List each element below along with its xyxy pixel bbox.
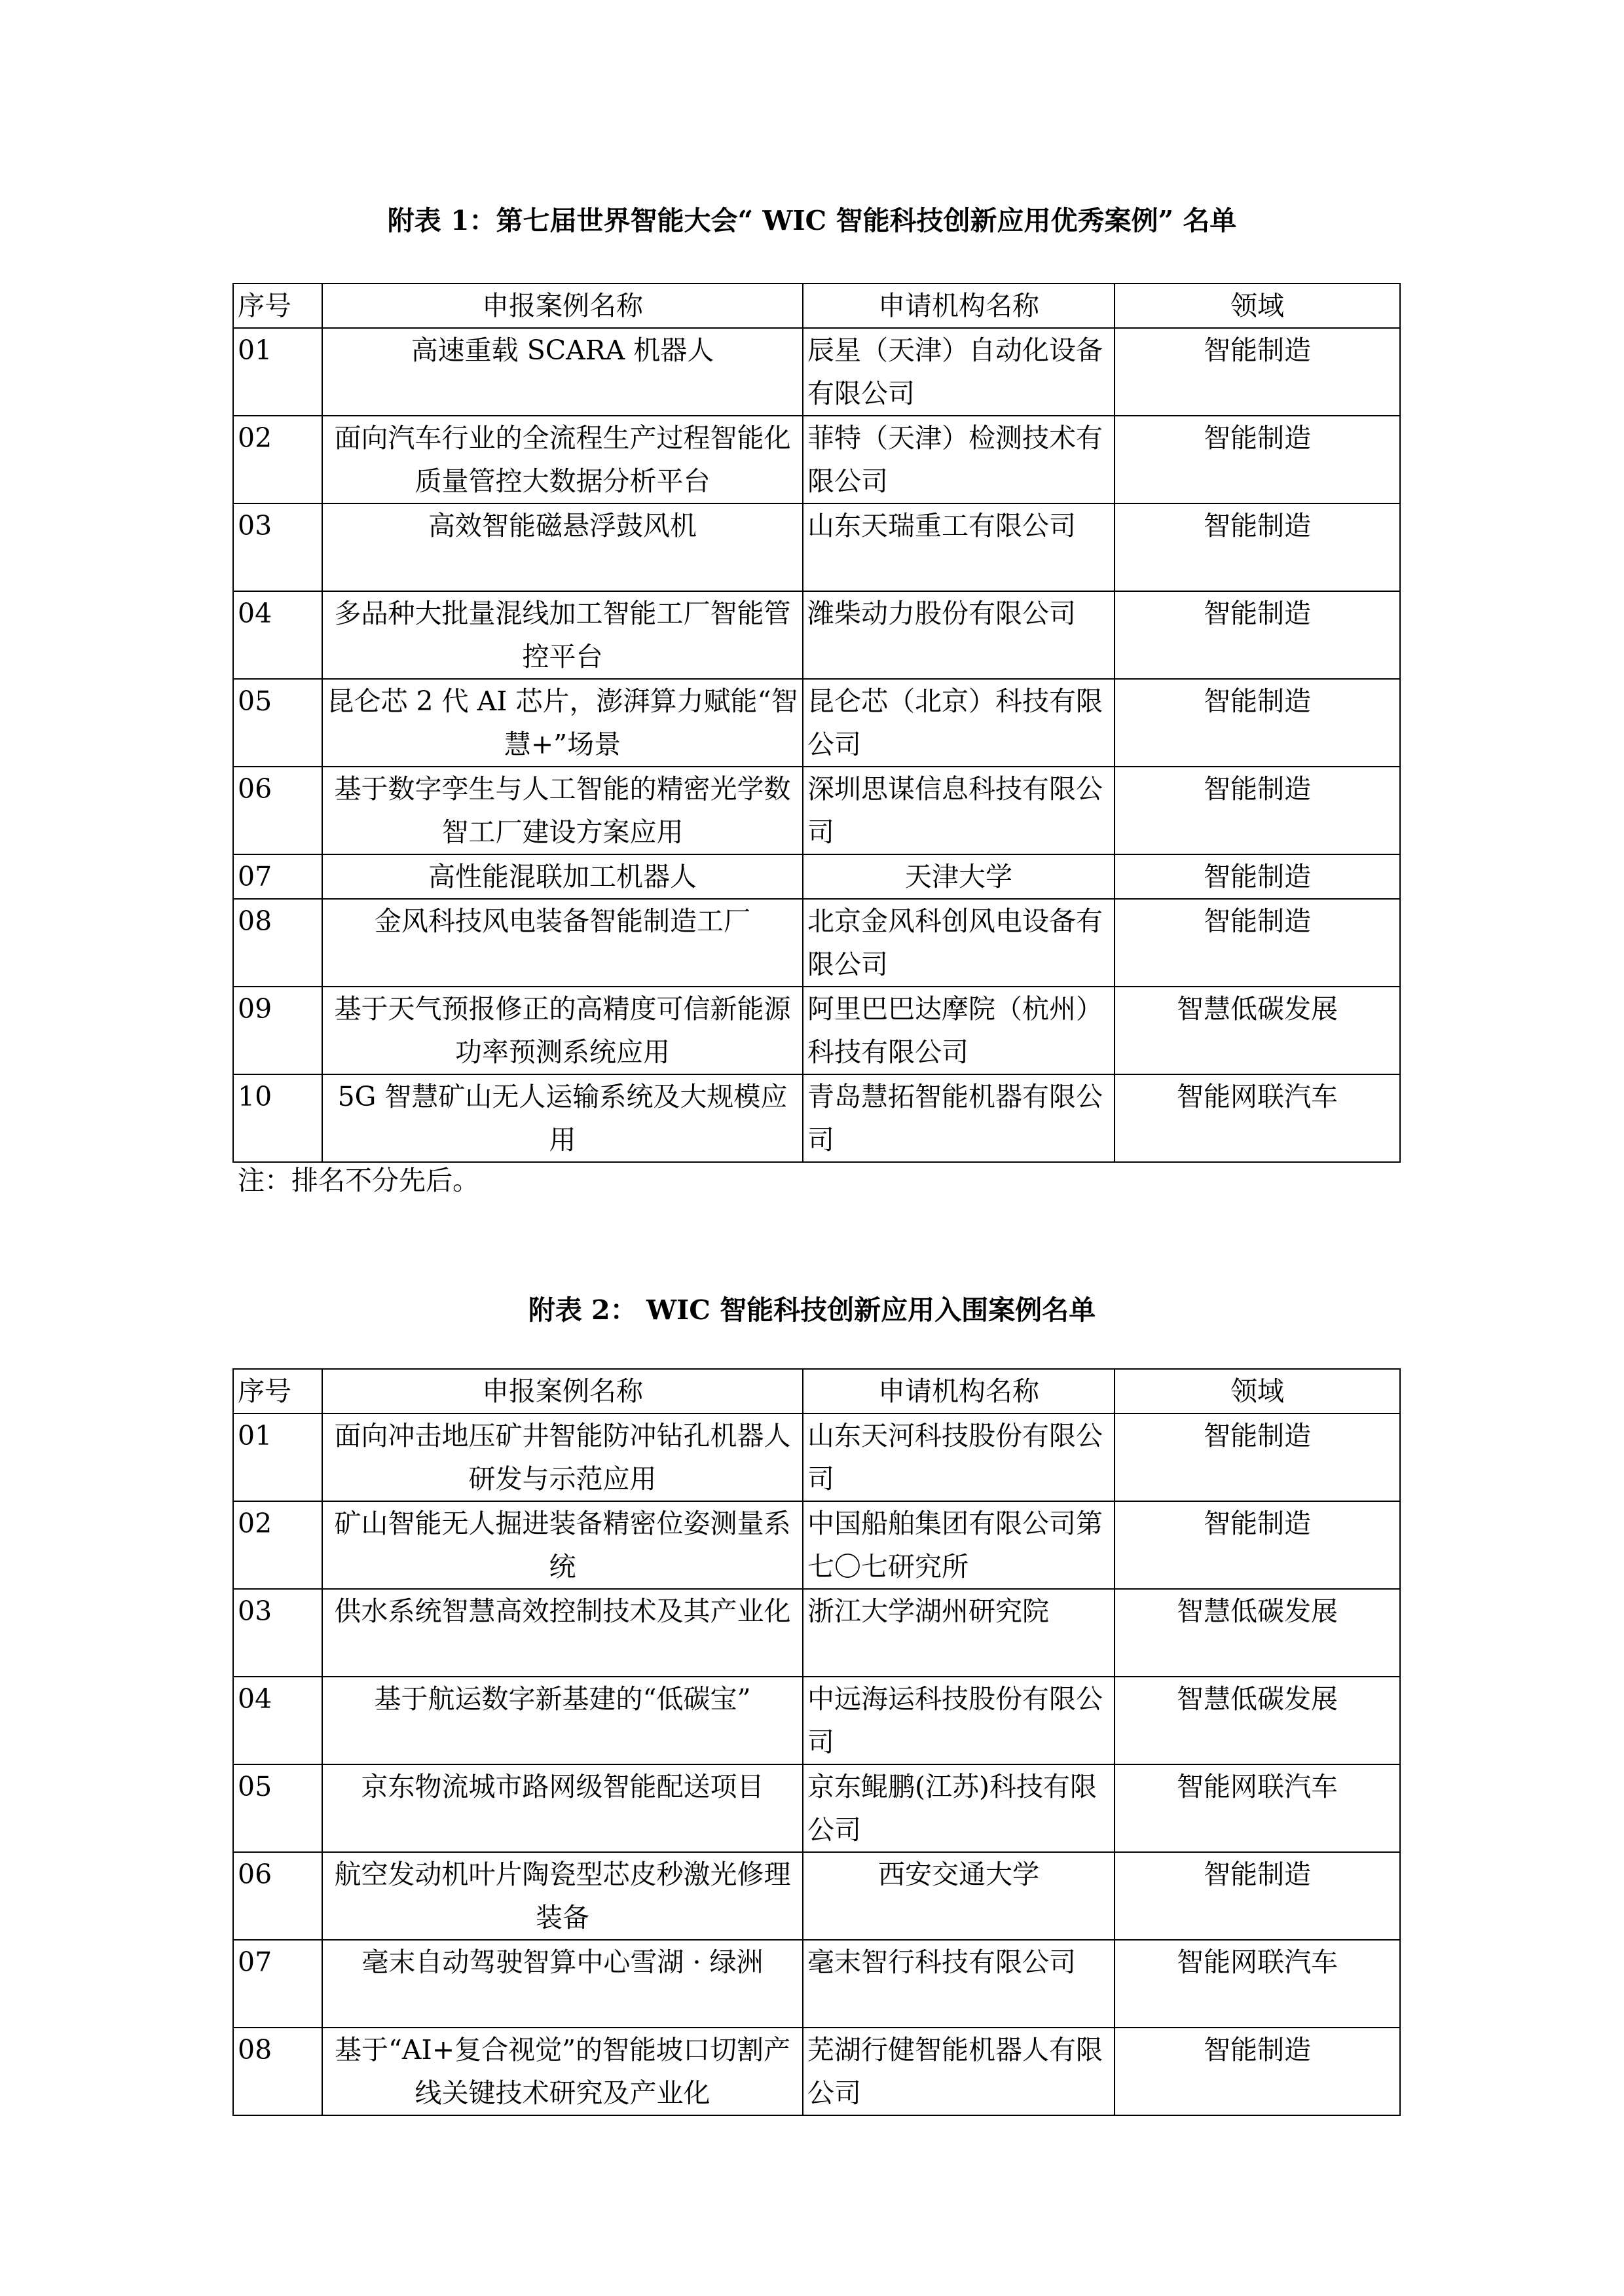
- table-row: [233, 679, 1400, 767]
- table-row: [233, 1074, 1400, 1162]
- row-no: 04: [233, 591, 322, 679]
- row-case-name: 高效智能磁悬浮鼓风机: [322, 503, 803, 591]
- row-case-name: 面向冲击地压矿井智能防冲钻孔机器人研发与示范应用: [322, 1413, 803, 1501]
- row-field: 智能制造: [1115, 591, 1400, 679]
- table1: [232, 283, 1401, 1163]
- row-no: 02: [233, 1501, 322, 1589]
- row-org-name: 昆仑芯（北京）科技有限公司: [803, 679, 1115, 767]
- table-row: [233, 899, 1400, 987]
- row-case-name: 基于航运数字新基建的“低碳宝”: [322, 1677, 803, 1764]
- header-org-name: 申请机构名称: [803, 1369, 1115, 1413]
- header-org-name: 申请机构名称: [803, 283, 1115, 328]
- row-case-name: 基于“AI+复合视觉”的智能坡口切割产线关键技术研究及产业化: [322, 2028, 803, 2115]
- row-no: 10: [233, 1074, 322, 1162]
- row-org-name: 辰星（天津）自动化设备有限公司: [803, 328, 1115, 416]
- row-case-name: 供水系统智慧高效控制技术及其产业化: [322, 1589, 803, 1677]
- row-case-name: 昆仑芯 2 代 AI 芯片，澎湃算力赋能“智慧+”场景: [322, 679, 803, 767]
- row-org-name: 中国船舶集团有限公司第七〇七研究所: [803, 1501, 1115, 1589]
- table-row: [233, 1940, 1400, 2028]
- table-row: [233, 2028, 1400, 2115]
- row-field: 智能制造: [1115, 1413, 1400, 1501]
- row-case-name: 矿山智能无人掘进装备精密位姿测量系统: [322, 1501, 803, 1589]
- header-case-name: 申报案例名称: [322, 1369, 803, 1413]
- header-no: 序号: [233, 283, 322, 328]
- row-no: 06: [233, 1852, 322, 1940]
- row-field: 智慧低碳发展: [1115, 1589, 1400, 1677]
- row-no: 07: [233, 1940, 322, 2028]
- row-field: 智能制造: [1115, 854, 1400, 899]
- row-case-name: 金风科技风电装备智能制造工厂: [322, 899, 803, 987]
- row-no: 04: [233, 1677, 322, 1764]
- table-row: [233, 1677, 1400, 1764]
- row-org-name: 菲特（天津）检测技术有限公司: [803, 416, 1115, 503]
- row-no: 03: [233, 503, 322, 591]
- row-org-name: 山东天河科技股份有限公司: [803, 1413, 1115, 1501]
- row-case-name: 5G 智慧矿山无人运输系统及大规模应用: [322, 1074, 803, 1162]
- table-row: [233, 1501, 1400, 1589]
- table-row: [233, 503, 1400, 591]
- row-org-name: 芜湖行健智能机器人有限公司: [803, 2028, 1115, 2115]
- table2-title: 附表 2： WIC 智能科技创新应用入围案例名单: [528, 1294, 1096, 1326]
- row-org-name: 深圳思谋信息科技有限公司: [803, 767, 1115, 854]
- row-case-name: 基于数字孪生与人工智能的精密光学数智工厂建设方案应用: [322, 767, 803, 854]
- row-case-name: 面向汽车行业的全流程生产过程智能化质量管控大数据分析平台: [322, 416, 803, 503]
- table-row: [233, 1413, 1400, 1501]
- header-field: 领域: [1115, 1369, 1400, 1413]
- row-case-name: 毫末自动驾驶智算中心雪湖 · 绿洲: [322, 1940, 803, 2028]
- row-org-name: 中远海运科技股份有限公司: [803, 1677, 1115, 1764]
- row-org-name: 西安交通大学: [803, 1852, 1115, 1940]
- table1-note: 注：排名不分先后。: [238, 1165, 479, 1196]
- row-field: 智能制造: [1115, 1852, 1400, 1940]
- row-no: 05: [233, 679, 322, 767]
- table-row: [233, 1589, 1400, 1677]
- row-case-name: 高性能混联加工机器人: [322, 854, 803, 899]
- row-org-name: 京东鲲鹏(江苏)科技有限公司: [803, 1764, 1115, 1852]
- row-case-name: 航空发动机叶片陶瓷型芯皮秒激光修理装备: [322, 1852, 803, 1940]
- row-field: 智能制造: [1115, 503, 1400, 591]
- row-no: 08: [233, 2028, 322, 2115]
- row-org-name: 浙江大学湖州研究院: [803, 1589, 1115, 1677]
- header-case-name: 申报案例名称: [322, 283, 803, 328]
- row-field: 智能网联汽车: [1115, 1764, 1400, 1852]
- row-no: 02: [233, 416, 322, 503]
- row-field: 智能网联汽车: [1115, 1074, 1400, 1162]
- row-field: 智能制造: [1115, 679, 1400, 767]
- table-row: [233, 416, 1400, 503]
- row-org-name: 青岛慧拓智能机器有限公司: [803, 1074, 1115, 1162]
- row-case-name: 京东物流城市路网级智能配送项目: [322, 1764, 803, 1852]
- row-case-name: 多品种大批量混线加工智能工厂智能管控平台: [322, 591, 803, 679]
- header-no: 序号: [233, 1369, 322, 1413]
- row-field: 智能制造: [1115, 767, 1400, 854]
- row-no: 06: [233, 767, 322, 854]
- row-case-name: 基于天气预报修正的高精度可信新能源功率预测系统应用: [322, 987, 803, 1074]
- table2: [232, 1368, 1401, 2116]
- row-org-name: 潍柴动力股份有限公司: [803, 591, 1115, 679]
- table-row: [233, 591, 1400, 679]
- row-field: 智能制造: [1115, 328, 1400, 416]
- row-no: 09: [233, 987, 322, 1074]
- row-field: 智能网联汽车: [1115, 1940, 1400, 2028]
- row-field: 智能制造: [1115, 416, 1400, 503]
- table-row: [233, 767, 1400, 854]
- row-no: 01: [233, 328, 322, 416]
- row-field: 智能制造: [1115, 899, 1400, 987]
- header-field: 领域: [1115, 283, 1400, 328]
- row-field: 智能制造: [1115, 1501, 1400, 1589]
- table-row: [233, 987, 1400, 1074]
- row-field: 智能制造: [1115, 2028, 1400, 2115]
- table-row: [233, 854, 1400, 899]
- row-no: 03: [233, 1589, 322, 1677]
- table2-header-row: [233, 1369, 1400, 1413]
- row-no: 01: [233, 1413, 322, 1501]
- table-row: [233, 1852, 1400, 1940]
- table-row: [233, 328, 1400, 416]
- table1-title: 附表 1：第七届世界智能大会“ WIC 智能科技创新应用优秀案例” 名单: [387, 205, 1237, 236]
- row-org-name: 毫末智行科技有限公司: [803, 1940, 1115, 2028]
- row-field: 智慧低碳发展: [1115, 987, 1400, 1074]
- row-no: 07: [233, 854, 322, 899]
- row-case-name: 高速重载 SCARA 机器人: [322, 328, 803, 416]
- row-org-name: 北京金风科创风电设备有限公司: [803, 899, 1115, 987]
- row-org-name: 天津大学: [803, 854, 1115, 899]
- table1-header-row: [233, 283, 1400, 328]
- row-no: 08: [233, 899, 322, 987]
- table-row: [233, 1764, 1400, 1852]
- row-no: 05: [233, 1764, 322, 1852]
- row-org-name: 阿里巴巴达摩院（杭州）科技有限公司: [803, 987, 1115, 1074]
- row-org-name: 山东天瑞重工有限公司: [803, 503, 1115, 591]
- row-field: 智慧低碳发展: [1115, 1677, 1400, 1764]
